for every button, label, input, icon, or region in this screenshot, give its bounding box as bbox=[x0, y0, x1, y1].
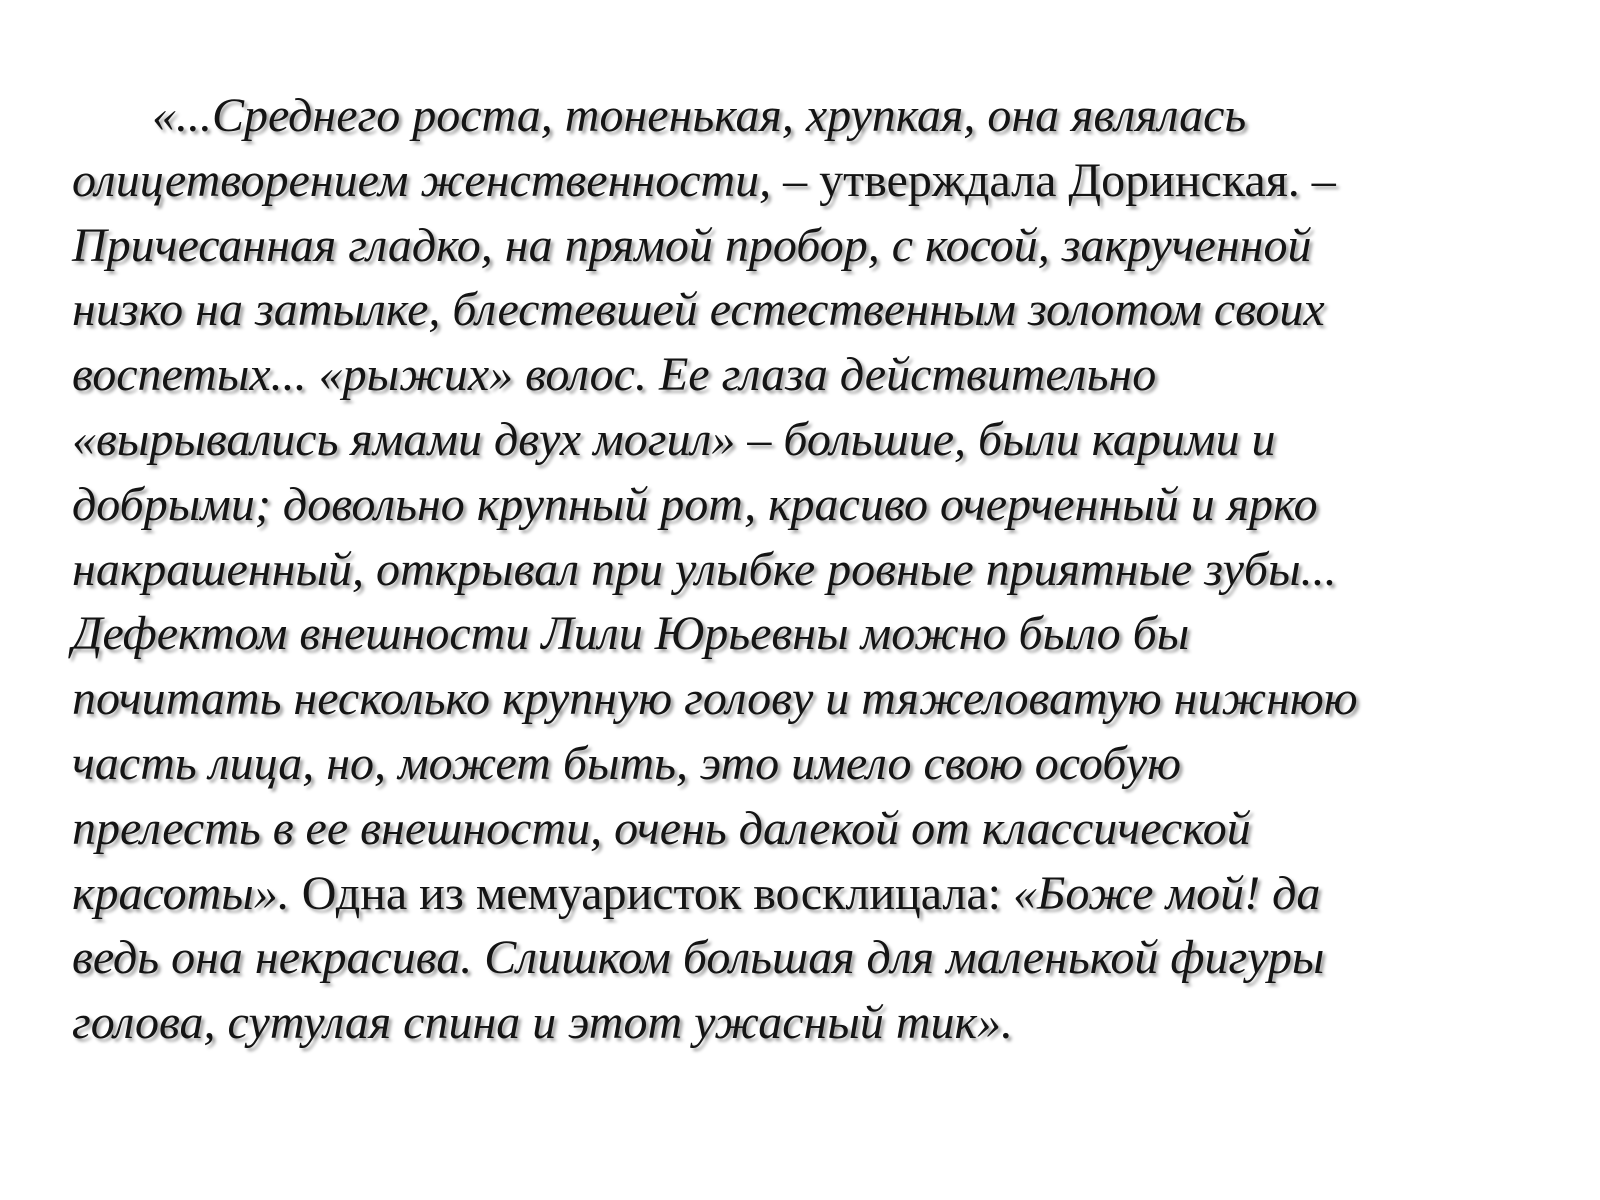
quote-text-block bbox=[72, 84, 1532, 1056]
text-run: олицетворением женственности, bbox=[72, 153, 784, 207]
text-line bbox=[72, 84, 1532, 149]
text-line bbox=[72, 991, 1532, 1056]
text-run: – утверждала Доринская. – bbox=[783, 153, 1336, 207]
text-run: «...Среднего роста, тоненькая, хрупкая, она являлась bbox=[152, 89, 1247, 142]
text-run: почитать несколько крупную голову и тяжеловатую нижнюю bbox=[72, 672, 1358, 726]
text-line bbox=[72, 278, 1532, 343]
text-run: Одна из мемуаристок восклицала: bbox=[289, 866, 1014, 920]
text-run: Причесанная гладко, на прямой пробор, с косой, закрученной bbox=[72, 218, 1312, 272]
text-run: красоты». bbox=[72, 866, 290, 920]
text-run: накрашенный, открывал при улыбке ровные приятные зубы... bbox=[72, 542, 1337, 596]
text-run: «вырывались ямами двух могил» – большие, были карими и bbox=[72, 412, 1276, 466]
text-run: голова, сутулая спина и этот ужасный тик». bbox=[72, 996, 1013, 1050]
text-line bbox=[72, 149, 1532, 214]
text-run: ведь она некрасива. Слишком большая для маленькой фигуры bbox=[72, 931, 1325, 985]
text-line bbox=[72, 797, 1532, 862]
text-line bbox=[72, 602, 1532, 667]
text-line bbox=[72, 926, 1532, 991]
text-run: часть лица, но, может быть, это имело свою особую bbox=[72, 736, 1181, 790]
text-run: добрыми; довольно крупный рот, красиво очерченный и ярко bbox=[72, 477, 1318, 531]
text-run: низко на затылке, блестевшей естественным золотом своих bbox=[72, 283, 1325, 337]
text-line bbox=[72, 732, 1532, 797]
text-line bbox=[72, 667, 1532, 732]
text-line bbox=[72, 214, 1532, 279]
text-run: воспетых... «рыжих» волос. Ее глаза действительно bbox=[72, 348, 1157, 402]
text-run: «Боже мой! да bbox=[1013, 866, 1321, 920]
text-line bbox=[72, 538, 1532, 603]
text-line bbox=[72, 408, 1532, 473]
text-run: прелесть в ее внешности, очень далекой от классической bbox=[72, 801, 1251, 855]
text-run: Дефектом внешности Лили Юрьевны можно было бы bbox=[72, 607, 1190, 661]
text-line bbox=[72, 473, 1532, 538]
text-line bbox=[72, 862, 1532, 927]
text-line bbox=[72, 343, 1532, 408]
